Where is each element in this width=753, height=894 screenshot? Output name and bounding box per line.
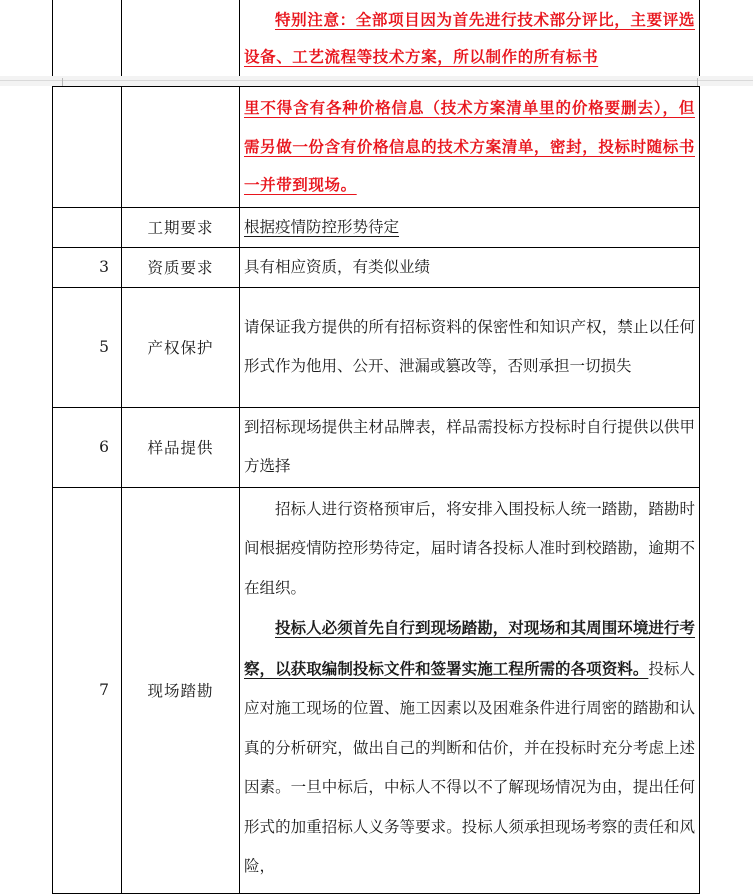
row-content: 请保证我方提供的所有招标资料的保密性和知识产权，禁止以任何形式作为他用、公开、泄漏或篡改等，否则承担一切损失: [240, 287, 700, 407]
table-row: [53, 287, 700, 407]
row-num: 6: [53, 407, 122, 487]
row-label-ip-protection: 产权保护: [122, 287, 240, 407]
red-note-top: [240, 0, 700, 82]
red-note-continuation: [240, 87, 700, 208]
row-label-samples: 样品提供: [122, 407, 240, 487]
site-survey-content: [240, 487, 700, 893]
page-break: [0, 76, 753, 86]
table-row: [53, 247, 700, 287]
num-cell: [53, 87, 122, 208]
survey-paragraph-2-rest: 投标人应对施工现场的位置、施工因素以及困难条件进行周密的踏勘和认真的分析研究，做出自己的判断和估价，并在投标时充分考虑上述因素。一旦中标后，中标人不得以不了解现场情况为由，提出任何形式的加重招标人义务等要求。投标人须承担现场考察的责任和风险，: [244, 659, 695, 875]
row-content: 具有相应资质，有类似业绩: [240, 247, 700, 287]
main-table: [52, 86, 700, 894]
duration-text: 根据疫情防控形势待定: [244, 218, 400, 236]
red-note-continuation-text: 里不得含有各种价格信息（技术方案清单里的价格要删去），但需另做一份含有价格信息的技术方案清单，密封，投标时随标书一并带到现场。: [244, 98, 695, 194]
page-break-line: [0, 80, 753, 81]
survey-bold-requirement: 投标人必须首先自行到现场踏勘，对现场和其周围环境进行考察，以获取编制投标文件和签署实施工程所需的各项资料。: [244, 618, 695, 678]
row-label-duration: 工期要求: [122, 207, 240, 247]
row-label-qualification: 资质要求: [122, 247, 240, 287]
table-row: [53, 487, 700, 893]
top-table-fragment: [52, 0, 700, 82]
row-label-site-survey: 现场踏勘: [122, 487, 240, 893]
row-num: [53, 207, 122, 247]
row-content: 到招标现场提供主材品牌表，样品需投标方投标时自行提供以供甲方选择: [240, 407, 700, 487]
table-row: [53, 87, 700, 208]
row-num: 3: [53, 247, 122, 287]
survey-paragraph-2: [244, 608, 695, 887]
label-cell: [122, 87, 240, 208]
survey-paragraph-1: 招标人进行资格预审后，将安排入围投标人统一踏勘，踏勘时间根据疫情防控形势待定，届时请各投标人准时到校踏勘，逾期不在组织。: [244, 499, 695, 597]
row-num: 5: [53, 287, 122, 407]
table-row: [53, 207, 700, 247]
row-num: 7: [53, 487, 122, 893]
row-content: [240, 207, 700, 247]
top-num-cell: [53, 0, 122, 82]
table-row: [53, 407, 700, 487]
red-note-top-text: 特别注意：全部项目因为首先进行技术部分评比，主要评选设备、工艺流程等技术方案，所以制作的所有标书: [244, 10, 695, 66]
top-label-cell: [122, 0, 240, 82]
